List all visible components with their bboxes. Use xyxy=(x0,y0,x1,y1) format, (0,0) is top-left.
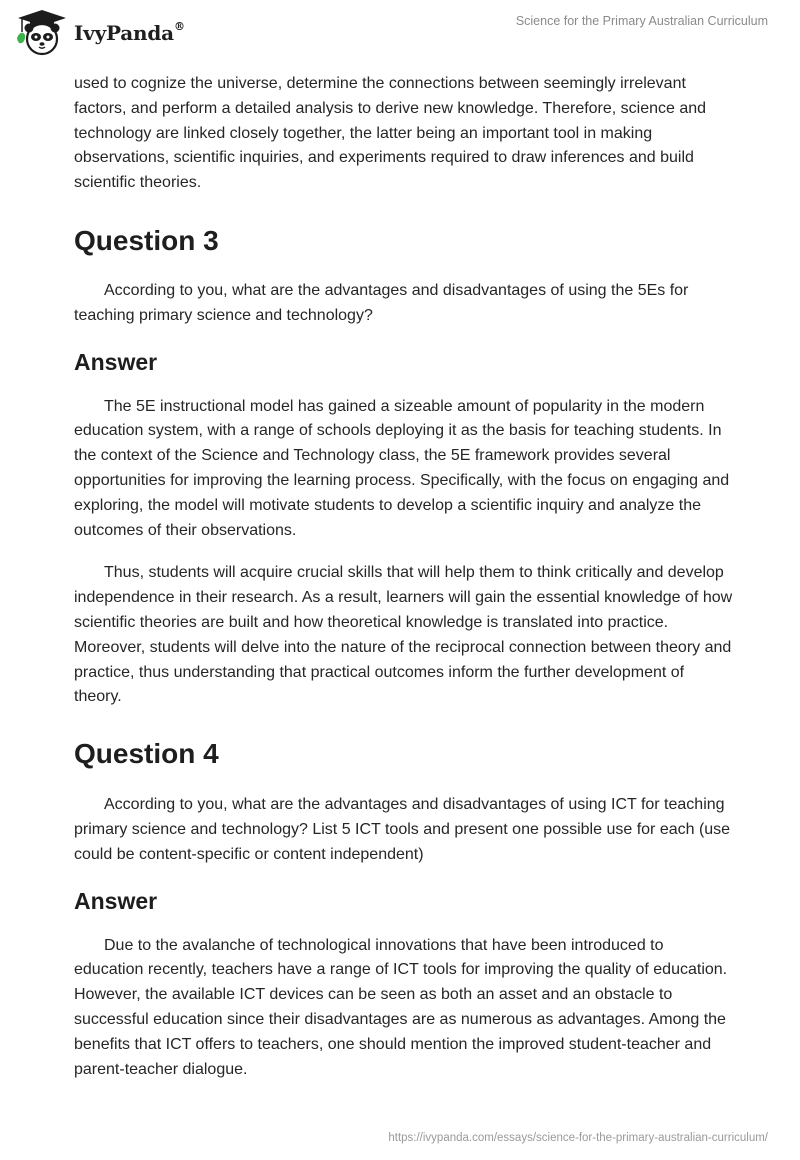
logo-text: IvyPanda xyxy=(74,21,174,45)
answer-3-paragraph-1: The 5E instructional model has gained a sizeable amount of popularity in the modern education system, with a range of schools deploying it as the basis for teaching students. In the context of the Science and Technology class, the 5E framework provides several opportunities for improving the learning process. Specifically, with the focus on engaging and exploring, the model will motivate students to develop a scientific inquiry and analyze the outcomes of their observations. xyxy=(74,397,730,539)
source-url-link[interactable]: https://ivypanda.com/essays/science-for-the-primary-australian-curriculum/ xyxy=(388,1132,768,1144)
essay-content xyxy=(74,72,734,1082)
registered-mark: ® xyxy=(173,20,185,34)
answer-3-paragraph-2: Thus, students will acquire crucial skills that will help them to think critically and develop independence in their research. As a result, learners will gain the essential knowledge of how scientific theories are built and how theoretical knowledge is translated into practice. Moreover, students will delve into the nature of the reciprocal connection between theory and practice, thus understanding that practical outcomes inform the further development of theory. xyxy=(74,564,733,706)
logo-wordmark xyxy=(74,21,185,45)
answer-4-heading: Answer xyxy=(74,887,158,914)
question-3-text: According to you, what are the advantages and disadvantages of using the 5Es for teaching primary science and technology? xyxy=(74,281,689,324)
question-3-heading: Question 3 xyxy=(74,224,219,256)
panda-graduate-icon xyxy=(14,8,70,58)
ivypanda-logo[interactable] xyxy=(14,8,185,58)
intro-paragraph: used to cognize the universe, determine the connections between seemingly irrelevant factors, and perform a detailed analysis to derive new knowledge. Therefore, science and technology are linked closely together, the latter being an important tool in making observations, scientific inquiries, and experiments required to draw inferences and build scientific theories. xyxy=(74,75,707,192)
question-4-text: According to you, what are the advantages and disadvantages of using ICT for teaching primary science and technology? List 5 ICT tools and present one possible use for each (use could be content-specific or content independent) xyxy=(74,796,731,863)
answer-3-heading: Answer xyxy=(74,348,158,375)
document-title: Science for the Primary Australian Curriculum xyxy=(515,14,768,28)
answer-4-paragraph-1: Due to the avalanche of technological innovations that have been introduced to education recently, teachers have a range of ICT tools for improving the quality of education. However, the available ICT devices can be seen as both an asset and an obstacle to successful education since their disadvantages are as numerous as advantages. Among the benefits that ICT offers to teachers, one should mention the improved student-teacher and parent-teacher dialogue. xyxy=(74,936,728,1078)
page-header xyxy=(0,0,800,66)
question-4-heading: Question 4 xyxy=(74,738,219,770)
